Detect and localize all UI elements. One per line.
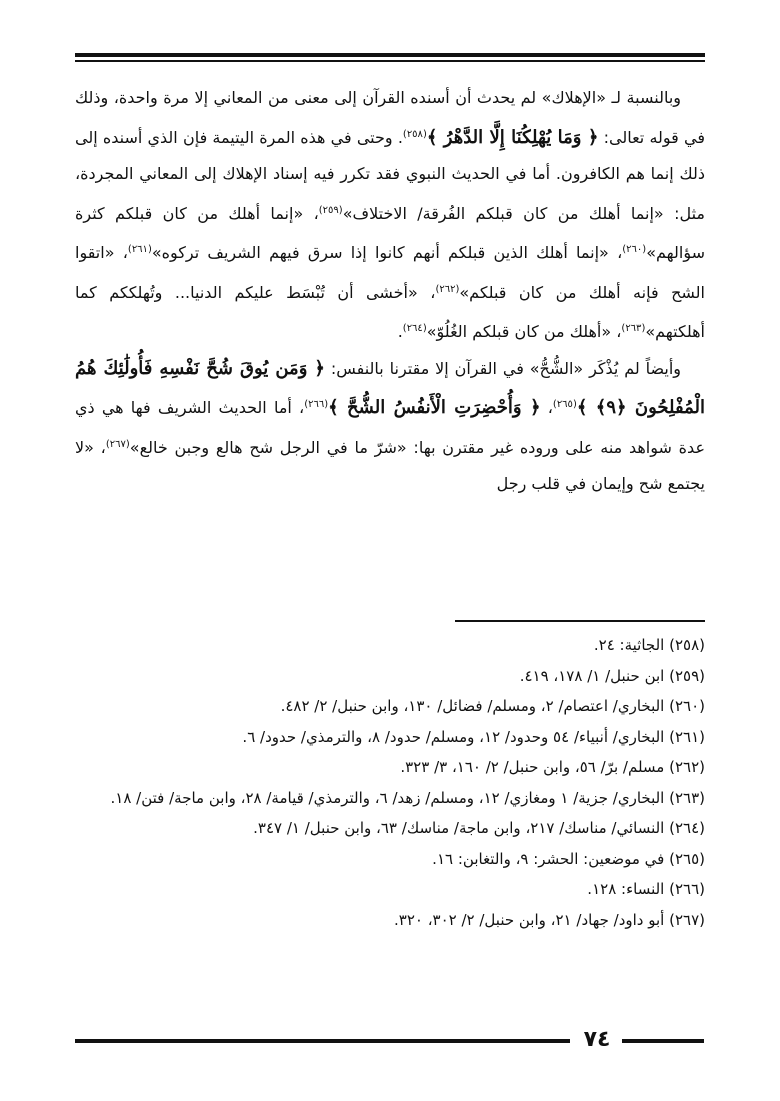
page-number: ٧٤ (583, 1027, 611, 1052)
footnote-ref: (٢٦٣) (621, 323, 646, 334)
footnote: (٢٦٣) البخاري/ جزية/ ١ ومغازي/ ١٢، ومسلم/ زهد/ ٦، والترمذي/ قيامة/ ٢٨، وابن ماجة/ فتن/ ١٨. (110, 788, 705, 807)
top-rule-thick (75, 53, 705, 57)
paragraph (75, 80, 705, 351)
footnote: (٢٥٩) ابن حنبل/ ١/ ١٧٨، ٤١٩. (519, 666, 705, 685)
text-run: ، أما الحديث الشريف فها هي ذي عدة شواهد منه على وروده غير مقترن بها: «شرّ ما في الرجل شح هالع وجبن خالع» (75, 398, 706, 457)
quran-verse: ﴿ وَمَا يُهْلِكُنَا إِلَّا الدَّهْرُ ﴾ (426, 126, 599, 148)
footnote: (٢٦١) البخاري/ أنبياء/ ٥٤ وحدود/ ١٢، ومسلم/ حدود/ ٨، والترمذي/ حدود/ ٦. (242, 727, 705, 746)
top-rule-thin (75, 60, 705, 62)
text-run: ، «أهلك من كان قبلكم الغُلُوّ» (426, 322, 622, 341)
footnote-ref: (٢٥٨) (402, 128, 427, 140)
footnote-ref: (٢٦٢) (435, 283, 460, 295)
paragraph (75, 351, 705, 503)
text-run: ، «إنما أهلك من كان قبلكم كثرة سؤالهم» (75, 203, 705, 262)
text-run: . (397, 322, 403, 341)
footnote-ref: (٢٦٥) (552, 399, 577, 410)
text-run: ، «اتقوا الشح فإنه أهلك من كان قبلكم» (75, 243, 706, 302)
footnote: (٢٦٠) البخاري/ اعتصام/ ٢، ومسلم/ فضائل/ ١٣٠، وابن حنبل/ ٢/ ٤٨٢. (280, 697, 705, 715)
bottom-rule-right (622, 1039, 704, 1043)
quran-verse: ﴿ وَأُحْضِرَتِ الْأَنفُسُ الشُّحَّ ﴾ (328, 397, 541, 418)
text-run: وبالنسبة لـ «الإهلاك» لم يحدث أن أسنده القرآن إلى معنى من المعاني إلا مرة واحدة، وذلك في قوله تعالى: (75, 88, 706, 147)
footnote-ref: (٢٦٤) (402, 323, 427, 334)
main-text (75, 80, 705, 503)
footnote: (٢٦٧) أبو داود/ جهاد/ ٢١، وابن حنبل/ ٢/ ٣٠٢، ٣٢٠. (393, 910, 705, 929)
footnote-ref: (٢٦١) (127, 244, 152, 255)
footnote: (٢٦٦) النساء: ١٢٨. (587, 880, 705, 898)
paragraph-content (75, 88, 705, 341)
paragraph-content (75, 359, 705, 494)
text-run: ، «لا يجتمع شح وإيمان في قلب رجل (75, 437, 705, 493)
footnote-separator (455, 620, 705, 622)
text-run: ، «أخشى أن تُبْسَط عليكم الدنيا... وتُهلككم كما أهلكتهم» (75, 282, 705, 341)
footnote-ref: (٢٦٧) (105, 438, 130, 450)
bottom-rule-left (75, 1039, 570, 1043)
text-run: ، (540, 398, 553, 417)
footnote: (٢٦٥) في موضعين: الحشر: ٩، والتغابن: ١٦. (432, 849, 705, 868)
footnote-ref: (٢٦٦) (304, 399, 329, 410)
text-run: ، «إنما أهلك الذين قبلكم أنهم كانوا إذا سرق فيهم الشريف تركوه» (151, 243, 623, 262)
footnotes (75, 630, 705, 935)
quran-verse: ﴿ وَمَن يُوقَ شُحَّ نَفْسِهِ فَأُولَٰئِكَ هُمُ الْمُفْلِحُونَ ﴿٩﴾ ﴾ (75, 357, 705, 418)
text-run: . وحتى في هذه المرة اليتيمة فإن الذي أسنده إلى ذلك إنما هم الكافرون. أما في الحديث النبوي فقد تكرر فيه إسناد الإهلاك إلى المعاني المجردة، مثل: «إنما أهلك من كان قبلكم الفُرقة/ الاختلاف» (75, 127, 705, 223)
footnote-ref: (٢٥٩) (318, 204, 343, 216)
text-run: وأيضاً لم يُذْكَر «الشُّحُّ» في القرآن إلا مقترنا بالنفس: (324, 358, 681, 378)
footnote: (٢٦٢) مسلم/ برّ/ ٥٦، وابن حنبل/ ٢/ ١٦٠، ٣/ ٣٢٣. (400, 758, 705, 776)
footnote: (٢٥٨) الجاثية: ٢٤. (593, 636, 705, 654)
footnote: (٢٦٤) النسائي/ مناسك/ ٢١٧، وابن ماجة/ مناسك/ ٦٣، وابن حنبل/ ١/ ٣٤٧. (253, 819, 705, 837)
footnote-ref: (٢٦٠) (622, 244, 647, 255)
